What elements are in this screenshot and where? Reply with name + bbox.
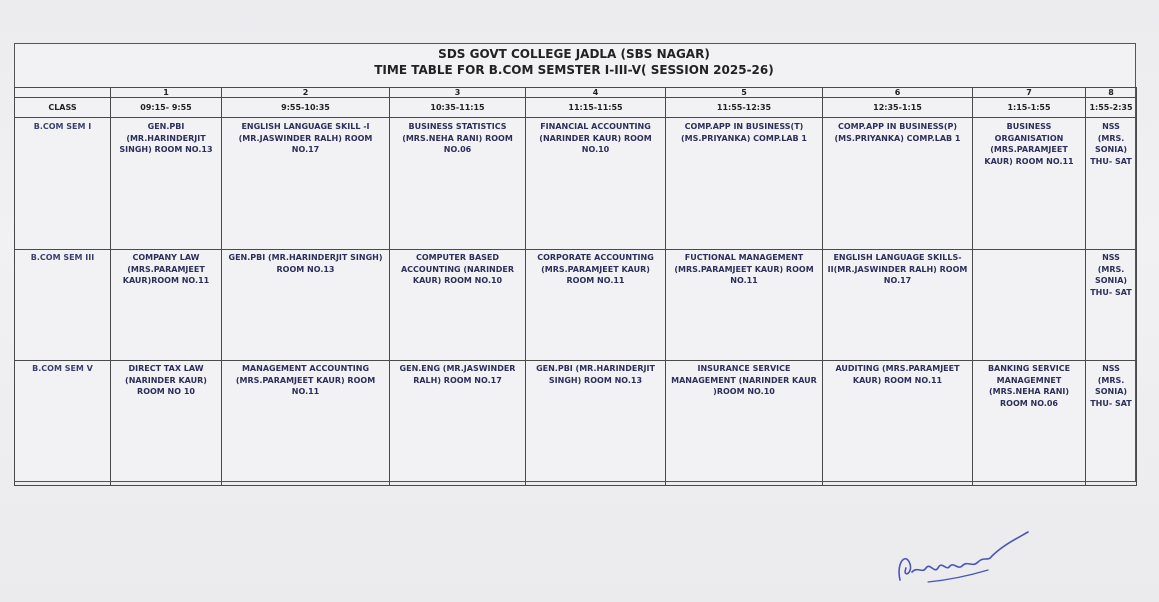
class-row-sem-3 bbox=[15, 250, 1137, 361]
class-row-sem-1 bbox=[15, 118, 1137, 250]
schedule-cell: FINANCIAL ACCOUNTING (NARINDER KAUR) ROOM NO.10 bbox=[526, 118, 666, 250]
period-number-row bbox=[15, 88, 1137, 98]
schedule-cell: COMP.APP IN BUSINESS(P) (MS.PRIYANKA) COMP.LAB 1 bbox=[823, 118, 973, 250]
schedule-cell: BUSINESS ORGANISATION (MRS.PARAMJEET KAUR) ROOM NO.11 bbox=[973, 118, 1086, 250]
period-time: 11:55-12:35 bbox=[666, 98, 823, 118]
schedule-cell: NSS (MRS. SONIA) THU- SAT bbox=[1086, 250, 1137, 361]
schedule-cell: COMPANY LAW (MRS.PARAMJEET KAUR)ROOM NO.11 bbox=[111, 250, 222, 361]
schedule-cell: MANAGEMENT ACCOUNTING (MRS.PARAMJEET KAUR) ROOM NO.11 bbox=[222, 361, 390, 486]
period-time: 9:55-10:35 bbox=[222, 98, 390, 118]
class-name: B.COM SEM III bbox=[15, 250, 111, 361]
document-title bbox=[14, 43, 1134, 77]
schedule-cell: DIRECT TAX LAW (NARINDER KAUR) ROOM NO 10 bbox=[111, 361, 222, 486]
schedule-cell: ENGLISH LANGUAGE SKILL -I (MR.JASWINDER RALH) ROOM NO.17 bbox=[222, 118, 390, 250]
period-number: 3 bbox=[390, 88, 526, 98]
class-column-header: CLASS bbox=[15, 98, 111, 118]
period-time: 1:15-1:55 bbox=[973, 98, 1086, 118]
class-name: B.COM SEM I bbox=[15, 118, 111, 250]
timetable-title: TIME TABLE FOR B.COM SEMSTER I-III-V( SESSION 2025-26) bbox=[374, 63, 774, 77]
period-number: 7 bbox=[973, 88, 1086, 98]
schedule-cell: BANKING SERVICE MANAGEMNET (MRS.NEHA RANI) ROOM NO.06 bbox=[973, 361, 1086, 486]
period-time: 11:15-11:55 bbox=[526, 98, 666, 118]
timetable bbox=[14, 87, 1137, 486]
schedule-cell: COMPUTER BASED ACCOUNTING (NARINDER KAUR) ROOM NO.10 bbox=[390, 250, 526, 361]
handwritten-signature bbox=[888, 522, 1038, 592]
schedule-cell: GEN.PBI (MR.HARINDERJIT SINGH) ROOM NO.13 bbox=[111, 118, 222, 250]
schedule-cell: INSURANCE SERVICE MANAGEMENT (NARINDER KAUR )ROOM NO.10 bbox=[666, 361, 823, 486]
schedule-cell bbox=[973, 250, 1086, 361]
period-number-blank bbox=[15, 88, 111, 98]
schedule-cell: NSS (MRS. SONIA) THU- SAT bbox=[1086, 118, 1137, 250]
period-number: 6 bbox=[823, 88, 973, 98]
schedule-cell: NSS (MRS. SONIA) THU- SAT bbox=[1086, 361, 1137, 486]
period-number: 1 bbox=[111, 88, 222, 98]
schedule-cell: CORPORATE ACCOUNTING (MRS.PARAMJEET KAUR) ROOM NO.11 bbox=[526, 250, 666, 361]
class-row-sem-5 bbox=[15, 361, 1137, 486]
schedule-cell: AUDITING (MRS.PARAMJEET KAUR) ROOM NO.11 bbox=[823, 361, 973, 486]
period-number: 4 bbox=[526, 88, 666, 98]
period-time: 12:35-1:15 bbox=[823, 98, 973, 118]
period-time-row bbox=[15, 98, 1137, 118]
period-number: 5 bbox=[666, 88, 823, 98]
college-name: SDS GOVT COLLEGE JADLA (SBS NAGAR) bbox=[438, 47, 710, 61]
schedule-cell: ENGLISH LANGUAGE SKILLS-II(MR.JASWINDER RALH) ROOM NO.17 bbox=[823, 250, 973, 361]
schedule-cell: FUCTIONAL MANAGEMENT (MRS.PARAMJEET KAUR) ROOM NO.11 bbox=[666, 250, 823, 361]
period-number: 2 bbox=[222, 88, 390, 98]
period-number: 8 bbox=[1086, 88, 1137, 98]
schedule-cell: COMP.APP IN BUSINESS(T) (MS.PRIYANKA) COMP.LAB 1 bbox=[666, 118, 823, 250]
period-time: 10:35-11:15 bbox=[390, 98, 526, 118]
schedule-cell: BUSINESS STATISTICS (MRS.NEHA RANI) ROOM NO.06 bbox=[390, 118, 526, 250]
period-time: 09:15- 9:55 bbox=[111, 98, 222, 118]
class-name: B.COM SEM V bbox=[15, 361, 111, 486]
schedule-cell: GEN.PBI (MR.HARINDERJIT SINGH) ROOM NO.13 bbox=[222, 250, 390, 361]
period-time: 1:55-2:35 bbox=[1086, 98, 1137, 118]
schedule-cell: GEN.PBI (MR.HARINDERJIT SINGH) ROOM NO.13 bbox=[526, 361, 666, 486]
schedule-cell: GEN.ENG (MR.JASWINDER RALH) ROOM NO.17 bbox=[390, 361, 526, 486]
